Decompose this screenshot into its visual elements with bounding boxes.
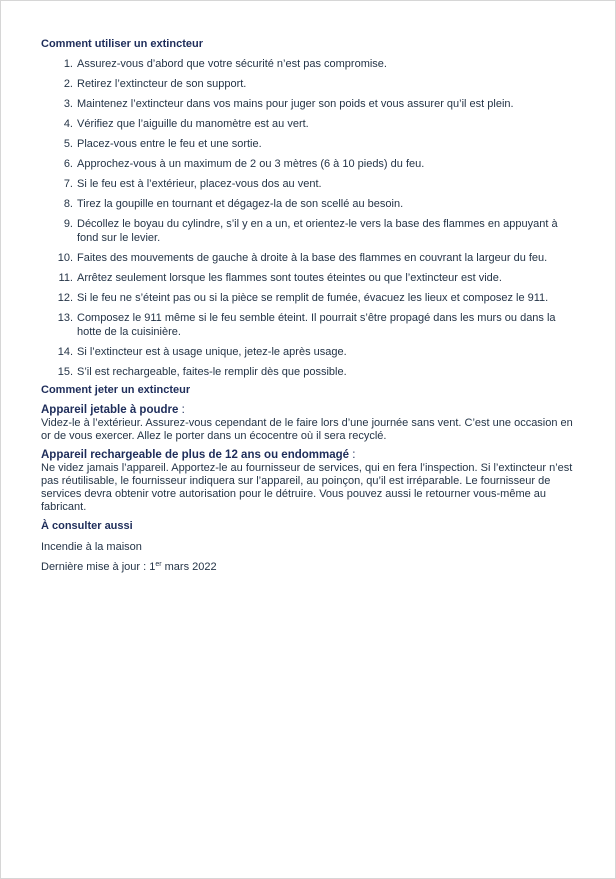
instruction-step [41,177,579,191]
step-number: 8. [63,198,73,210]
step-text: Retirez l’extincteur de son support. [77,78,247,90]
last-updated-text [41,561,579,574]
instruction-steps-list [41,57,579,379]
disposable-colon: : [178,404,185,416]
last-updated-prefix: Dernière mise à jour : 1 [41,561,156,573]
instruction-step [41,291,579,305]
rechargeable-extinguisher-heading [41,449,579,462]
dispose-extinguisher-heading: Comment jeter un extincteur [41,384,191,396]
step-text: S’il est rechargeable, faites-le remplir dès que possible. [77,366,347,378]
step-text: Tirez la goupille en tournant et dégagez-la de son scellé au besoin. [77,198,404,210]
rechargeable-extinguisher-text: Ne videz jamais l’appareil. Apportez-le au fournisseur de services, qui en fera l’inspection. Si l’extincteur n’est pas réutilisable, le fournisseur indiquera sur l’appareil, au poinçon, qu’il est irréparable. Le fournisseur de services devra obtenir votre autorisation pour le détruire. Vous pouvez aussi le retourner vous-même au fabricant. [41,462,573,513]
step-number: 7. [63,178,73,190]
step-text: Si le feu ne s’éteint pas ou si la pièce se remplit de fumée, évacuez les lieux et composez le 911. [77,292,549,304]
step-number: 2. [63,78,73,90]
see-also-heading: À consulter aussi [41,520,133,532]
step-number: 12. [57,292,73,304]
step-number: 11. [58,272,73,284]
document-content [41,38,579,581]
instruction-step [41,97,579,111]
last-updated-suffix: mars 2022 [161,561,217,573]
instruction-step [41,251,579,265]
disposable-title: Appareil jetable à poudre [41,404,179,416]
use-extinguisher-heading: Comment utiliser un extincteur [41,38,203,50]
instruction-step [41,271,579,285]
instruction-step [41,365,579,379]
see-also-link[interactable]: Incendie à la maison [41,541,142,553]
step-text: Décollez le boyau du cylindre, s’il y en a un, et orientez-le vers la base des flammes en appuyant à fond sur le levier. [77,218,558,244]
step-number: 6. [63,158,73,170]
instruction-step [41,197,579,211]
rechargeable-colon: : [349,449,356,461]
step-text: Si l’extincteur est à usage unique, jetez-le après usage. [77,346,347,358]
step-text: Composez le 911 même si le feu semble éteint. Il pourrait s’être propagé dans les murs ou dans la hotte de la cuisinière. [77,312,556,338]
step-number: 4. [63,118,73,130]
step-number: 15. [57,366,73,378]
step-text: Arrêtez seulement lorsque les flammes sont toutes éteintes ou que l’extincteur est vide. [77,272,502,284]
disposable-extinguisher-heading [41,404,579,417]
step-text: Si le feu est à l’extérieur, placez-vous dos au vent. [77,178,322,190]
step-text: Faites des mouvements de gauche à droite à la base des flammes en couvrant la largeur du feu. [77,252,548,264]
step-number: 1. [63,58,73,70]
step-number: 14. [57,346,73,358]
instruction-step [41,311,579,339]
step-text: Assurez-vous d’abord que votre sécurité n’est pas compromise. [77,58,387,70]
disposable-extinguisher-text: Videz-le à l’extérieur. Assurez-vous cependant de le faire lors d’une journée sans vent. C’est une occasion en or de vous exercer. Allez le porter dans un écocentre où il sera recyclé. [41,417,573,442]
instruction-step [41,57,579,71]
last-updated-superscript: er [155,561,162,568]
instruction-step [41,345,579,359]
instruction-step [41,137,579,151]
step-number: 9. [63,218,73,230]
step-number: 13. [57,312,73,324]
step-text: Approchez-vous à un maximum de 2 ou 3 mètres (6 à 10 pieds) du feu. [77,158,425,170]
rechargeable-title: Appareil rechargeable de plus de 12 ans ou endommagé [41,449,350,461]
instruction-step [41,157,579,171]
instruction-step [41,77,579,91]
step-text: Placez-vous entre le feu et une sortie. [77,138,262,150]
step-number: 10. [57,252,73,264]
step-text: Vérifiez que l’aiguille du manomètre est au vert. [77,118,309,130]
step-text: Maintenez l’extincteur dans vos mains pour juger son poids et vous assurer qu’il est plein. [77,98,514,110]
step-number: 3. [63,98,73,110]
step-number: 5. [63,138,73,150]
instruction-step [41,217,579,245]
instruction-step [41,117,579,131]
